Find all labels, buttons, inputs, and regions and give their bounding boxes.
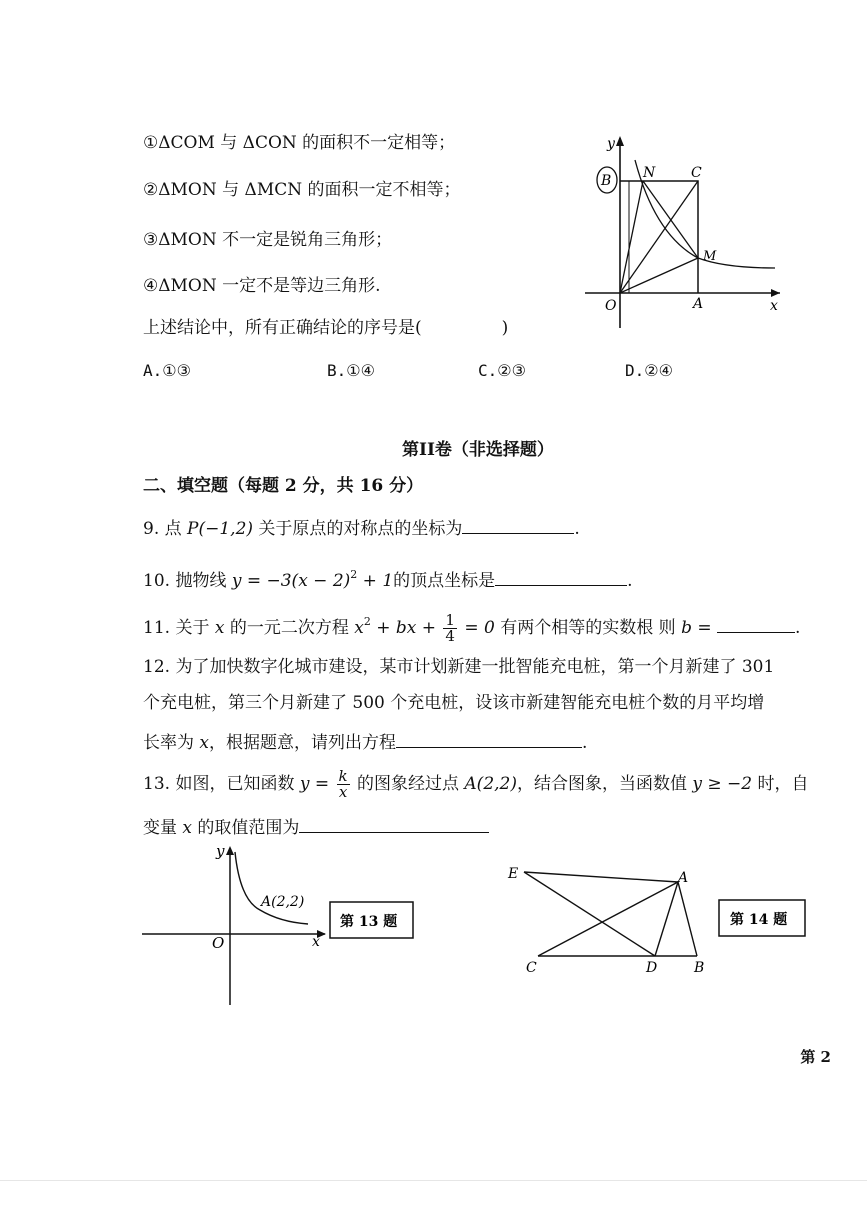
fig13-caption: 第 13 题 xyxy=(340,914,398,930)
fig13-label-y: y xyxy=(216,842,225,860)
fig13-curve xyxy=(235,852,308,924)
q8-label-b: B xyxy=(601,173,612,189)
q12-line-1: 12. 为了加快数字化城市建设，某市计划新建一批智能充电桩，第一个月新建了 301 xyxy=(143,657,775,677)
q8-prompt xyxy=(143,316,508,340)
q8-label-a: A xyxy=(693,296,704,312)
q8-item-3-marker: ③ xyxy=(143,230,159,250)
q8-label-o: O xyxy=(605,298,617,314)
q13-fraction xyxy=(337,769,350,800)
fig14-segment-ea xyxy=(524,872,678,882)
q11-eq1: x xyxy=(354,618,364,638)
q8-label-c: C xyxy=(691,165,702,181)
fig14-segment-ed xyxy=(524,872,655,956)
q10-math: y = −3(x − 2) xyxy=(231,571,351,591)
q11-eq3: = 0 xyxy=(458,618,495,638)
q8-item-2 xyxy=(143,178,461,202)
q13-point: A(2,2) xyxy=(464,774,517,794)
q8-label-m: M xyxy=(703,249,717,264)
q12-line3-var: x xyxy=(199,733,209,753)
q8-x-arrow xyxy=(771,289,780,297)
fig14-label-b: B xyxy=(694,960,705,976)
choice-b[interactable]: B.①④ xyxy=(327,361,375,380)
q11-frac-den: 4 xyxy=(445,627,455,645)
choice-c[interactable]: C.②③ xyxy=(478,361,526,380)
figure-13 xyxy=(140,840,430,1010)
q11-post: 有两个相等的实数根 则 xyxy=(494,618,682,638)
q11-pre: 11. 关于 xyxy=(143,618,215,638)
q13-post: 时，自 xyxy=(752,774,809,794)
q13-pre: 13. 如图，已知函数 xyxy=(143,774,300,794)
q11-eq2: + bx + xyxy=(370,618,442,638)
fig14-segment-ca xyxy=(538,882,678,956)
page-number: 第 2 xyxy=(800,1048,831,1066)
q13-line2-pre: 变量 xyxy=(143,818,183,838)
choice-d[interactable]: D.②④ xyxy=(625,361,673,380)
section-title: 第II卷（非选择题） xyxy=(402,440,554,460)
q10-end: . xyxy=(627,571,633,591)
fig13-label-a: A(2,2) xyxy=(261,894,305,910)
q8-item-2-text: ΔMON 与 ΔMCN 的面积一定不相等； xyxy=(158,180,461,200)
q13-mid2: ，结合图象，当函数值 xyxy=(516,774,693,794)
q13-line2-var: x xyxy=(182,818,192,838)
q13-answer-blank[interactable] xyxy=(299,814,489,833)
q11-bvar: b xyxy=(681,618,692,638)
q8-item-4 xyxy=(143,274,381,298)
choice-a[interactable]: A.①③ xyxy=(143,361,191,380)
q11-mid: 的一元二次方程 xyxy=(224,618,355,638)
q12-line-2: 个充电桩，第三个月新建了 500 个充电桩，设该市新建智能充电桩个数的月平均增 xyxy=(143,693,765,713)
fig14-label-a: A xyxy=(678,870,689,886)
q13-mid: 的图象经过点 xyxy=(351,774,465,794)
q8-item-1-marker: ① xyxy=(143,133,159,153)
q8-item-1-text: ΔCOM 与 ΔCON 的面积不一定相等； xyxy=(158,133,456,153)
q10-post: 的顶点坐标是 xyxy=(393,571,496,591)
q8-y-arrow xyxy=(616,136,624,146)
q10-answer-blank[interactable] xyxy=(495,567,627,586)
q11-answer-blank[interactable] xyxy=(717,614,795,633)
q8-prompt-text: 上述结论中，所有正确结论的序号是( xyxy=(143,318,422,338)
q10-sup: 2 xyxy=(350,568,358,581)
q11-var: x xyxy=(214,618,225,638)
q12-line3-post: ，根据题意，请列出方程 xyxy=(209,733,396,753)
fig13-label-o: O xyxy=(212,934,225,952)
fig13-y-arrow xyxy=(226,846,234,855)
fig14-label-c: C xyxy=(526,960,537,976)
q11-eqsign: = xyxy=(691,618,718,638)
q8-label-y: y xyxy=(607,136,615,152)
q9-answer-blank[interactable] xyxy=(462,515,574,534)
q8-label-n: N xyxy=(643,165,656,181)
q9 xyxy=(143,515,580,541)
q12-line-3 xyxy=(143,729,587,755)
q13-frac-num: k xyxy=(338,767,348,785)
q8-label-x: x xyxy=(770,298,778,314)
q10-math2: + 1 xyxy=(357,571,394,591)
q13-line2-post: 的取值范围为 xyxy=(192,818,300,838)
q9-pre: 9. 点 xyxy=(143,519,188,539)
fig14-label-d: D xyxy=(646,960,658,976)
q13-y: y = xyxy=(299,774,335,794)
figure-14 xyxy=(500,860,820,985)
q9-math: P(−1,2) xyxy=(187,519,254,539)
fig14-label-e: E xyxy=(508,866,519,882)
fig14-caption: 第 14 题 xyxy=(730,912,788,928)
q12-answer-blank[interactable] xyxy=(396,729,582,748)
bottom-divider xyxy=(0,1180,867,1181)
q13-line-1 xyxy=(143,764,809,804)
q11-end: . xyxy=(795,618,801,638)
q8-item-4-marker: ④ xyxy=(143,276,159,296)
q12-end: . xyxy=(582,733,588,753)
q10 xyxy=(143,563,633,593)
q8-item-3 xyxy=(143,228,392,252)
q11-sup: 2 xyxy=(363,615,371,628)
q8-item-2-marker: ② xyxy=(143,180,159,200)
q8-prompt-close: ) xyxy=(501,318,509,338)
part-title: 二、填空题（每题 2 分，共 16 分） xyxy=(143,476,424,496)
q8-item-1 xyxy=(143,131,455,155)
fig13-label-x: x xyxy=(312,934,320,950)
q13-cond: y ≥ −2 xyxy=(692,774,753,794)
q11-fraction xyxy=(443,613,457,644)
q9-end: . xyxy=(574,519,580,539)
q10-pre: 10. 抛物线 xyxy=(143,571,232,591)
q13-line-2 xyxy=(143,814,489,840)
q12-line3-pre: 长率为 xyxy=(143,733,200,753)
q8-item-3-text: ΔMON 不一定是锐角三角形； xyxy=(158,230,393,250)
q8-figure xyxy=(585,130,785,330)
q9-post: 关于原点的对称点的坐标为 xyxy=(253,519,463,539)
q11 xyxy=(143,605,800,645)
q13-frac-den: x xyxy=(338,783,348,801)
q8-item-4-text: ΔMON 一定不是等边三角形. xyxy=(158,276,381,296)
fig14-segment-ab xyxy=(678,882,697,956)
q11-frac-num: 1 xyxy=(445,611,455,629)
